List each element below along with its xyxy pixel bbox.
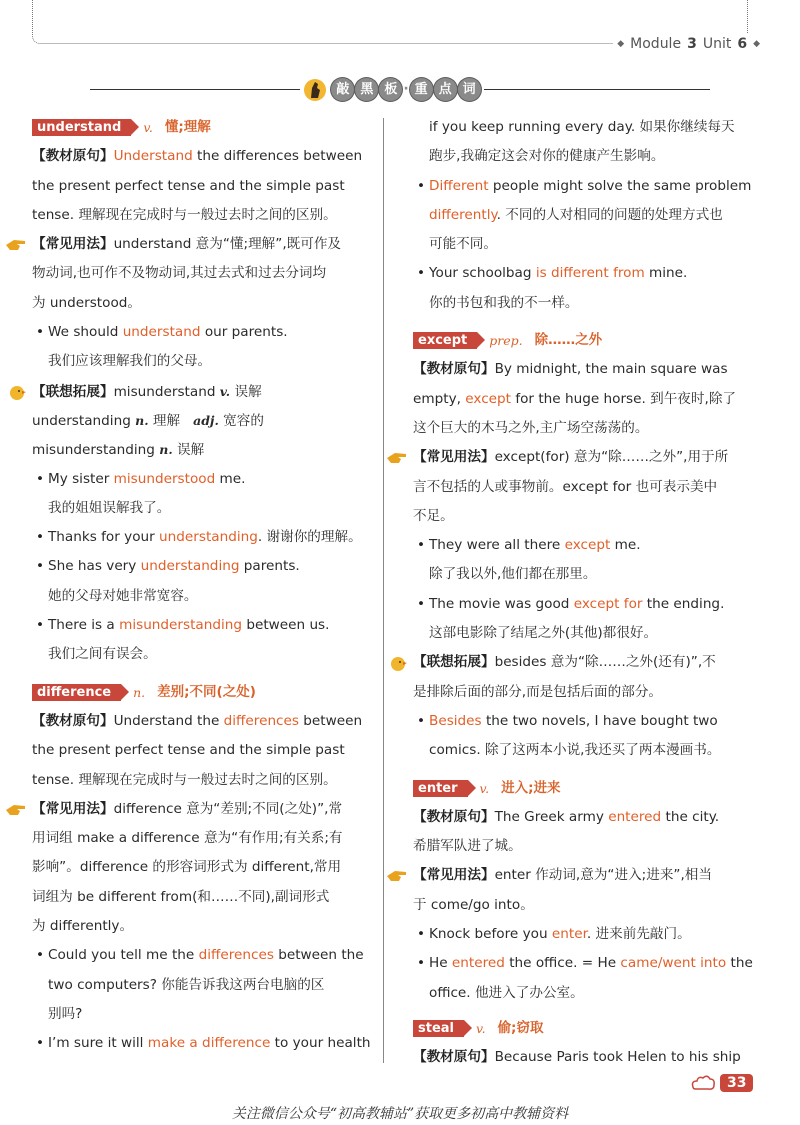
example-sentence: • The movie was good except for the ending. (413, 590, 753, 619)
example-sentence: • Your schoolbag is different from mine. (413, 259, 753, 288)
chick-icon (7, 382, 27, 402)
banner-char: 板 (379, 78, 402, 101)
module-unit-label: ◆ Module 3 Unit 6 ◆ (613, 34, 764, 54)
usage-note: 【常见用法】understand 意为“懂;理解”,既可作及 (32, 230, 372, 259)
example-sentence: • Thanks for your understanding. 谢谢你的理解。 (32, 523, 372, 552)
extension-note: 【联想拓展】misunderstand v. 误解 (32, 377, 372, 406)
footer-note: 关注微信公众号“初高教辅站”获取更多初高中教辅资料 (231, 1106, 569, 1122)
banner-char: 词 (458, 78, 481, 101)
example-sentence: • We should understand our parents. (32, 318, 372, 347)
usage-note: 【常见用法】except(for) 意为“除……之外”,用于所 (413, 443, 753, 472)
page-number: 33 (690, 1073, 753, 1093)
section-banner (90, 80, 710, 100)
word-tag: steal (413, 1020, 464, 1037)
example-sentence: • Could you tell me the differences between the (32, 941, 372, 970)
textbook-sentence: 【教材原句】Because Paris took Helen to his ship (413, 1049, 741, 1066)
word-tag: understand (32, 119, 131, 136)
banner-char: 黑 (355, 78, 378, 101)
extension-note: 【联想拓展】besides 意为“除……之外(还有)”,不 (413, 648, 753, 677)
banner-char: 敲 (331, 78, 354, 101)
cloud-ornament-icon (690, 1073, 716, 1093)
textbook-sentence: 【教材原句】Understand the differences between (32, 712, 363, 729)
word-tag: except (413, 332, 477, 349)
word-tag: enter (413, 780, 468, 797)
textbook-sentence: 【教材原句】By midnight, the main square was (413, 361, 728, 378)
example-sentence: • Different people might solve the same problem (413, 172, 753, 201)
word-entry-difference: difference n. 差别;不同(之处) (32, 678, 372, 707)
word-tag: difference (32, 684, 121, 701)
banner-char: 点 (434, 78, 457, 101)
example-sentence: • Knock before you enter. 进来前先敲门。 (413, 920, 753, 949)
example-sentence: • She has very understanding parents. (32, 552, 372, 581)
example-sentence: • He entered the office. = He came/went into the (413, 949, 753, 978)
example-sentence: • They were all there except me. (413, 531, 753, 560)
word-entry-except: except prep. 除……之外 (413, 326, 753, 355)
example-sentence: • My sister misunderstood me. (32, 465, 372, 494)
pointing-hand-icon (386, 868, 408, 884)
knight-icon (303, 76, 327, 102)
textbook-sentence: 【教材原句】Understand the differences between (32, 148, 363, 165)
example-sentence: • I’m sure it will make a difference to your health (32, 1029, 372, 1058)
usage-note: 【常见用法】enter 作动词,意为“进入;进来”,相当 (413, 861, 753, 890)
example-sentence: • There is a misunderstanding between us. (32, 611, 372, 640)
pointing-hand-icon (386, 450, 408, 466)
banner-dot: · (403, 80, 409, 97)
pointing-hand-icon (5, 237, 27, 253)
word-entry-enter: enter v. 进入;进来 (413, 774, 753, 803)
word-entry-steal: steal v. 偷;窃取 (413, 1014, 753, 1043)
left-column: understand v. 懂;理解 【教材原句】Understand the differences between the present perfect tense and the simple past tense. 理解现在完成时与一般过去时之间的区别。 【常见用法】understand 意为“懂;理解”,既可作及 物动词,也可作不及物动词,其过去式和过去分词均 为 understood。 • We should understand our parents. 我们应该理解我们的父母。 【联想拓展】misunderstand v. 误解 understanding n. 理解 adj. 宽容的 misunderstanding n. 误解 • My sister misunderstood me. 我的姐姐误解我了。 • Thanks for your understanding. 谢谢你的理解。 • She has very understanding parents. 她的父母对她非常宽容。 • There is a misunderstanding between us. 我们之间有误会。 difference n. 差别;不同(之处) 【教材原句】Understand the differences between the present perfect tense and the simple past tense. 理解现在完成时与一般过去时之间的区别。 【常见用法】difference 意为“差别;不同(之处)”,常 用词组 make a difference 意为“有作用;有关系;有 影响”。difference 的形容词形式为 different,常用 词组为 be different from(和……不同),副词形式 为 differently。 • Could you tell me the differences between the two computers? 你能告诉我这两台电脑的区 别吗? • I’m sure it will make a difference to your health (32, 113, 372, 1059)
usage-note: 【常见用法】difference 意为“差别;不同(之处)”,常 (32, 795, 372, 824)
pointing-hand-icon (5, 802, 27, 818)
banner-char: 重 (410, 78, 433, 101)
chick-icon (388, 653, 408, 673)
column-divider (383, 118, 384, 1063)
textbook-sentence: 【教材原句】The Greek army entered the city. (413, 808, 720, 825)
right-column: if you keep running every day. 如果你继续每天 跑步,我确定这会对你的健康产生影响。 • Different people might solve the same problem differently. 不同的人对相同的问题的处理方式也 可能不同。 • Your schoolbag is different from mine. 你的书包和我的不一样。 except prep. 除……之外 【教材原句】By midnight, the main square was empty, except for the huge horse. 到午夜时,除了 这个巨大的木马之外,主广场空荡荡的。 【常见用法】except(for) 意为“除……之外”,用于所 言不包括的人或事物前。except for 也可表示美中 不足。 • They were all there except me. 除了我以外,他们都在那里。 • The movie was good except for the ending. 这部电影除了结尾之外(其他)都很好。 【联想拓展】besides 意为“除……之外(还有)”,不 是排除后面的部分,而是包括后面的部分。 • Besides the two novels, I have bought two comics. 除了这两本小说,我还买了两本漫画书。 enter v. 进入;进来 【教材原句】The Greek army entered the city. 希腊军队进了城。 【常见用法】enter 作动词,意为“进入;进来”,相当 于 come/go into。 • Knock before you enter. 进来前先敲门。 • He entered the office. = He came/went into the office. 他进入了办公室。 steal v. 偷;窃取 【教材原句】Because Paris took Helen to his ship (413, 113, 753, 1073)
word-entry-understand: understand v. 懂;理解 (32, 113, 372, 142)
example-sentence: • Besides the two novels, I have bought two (413, 707, 753, 736)
